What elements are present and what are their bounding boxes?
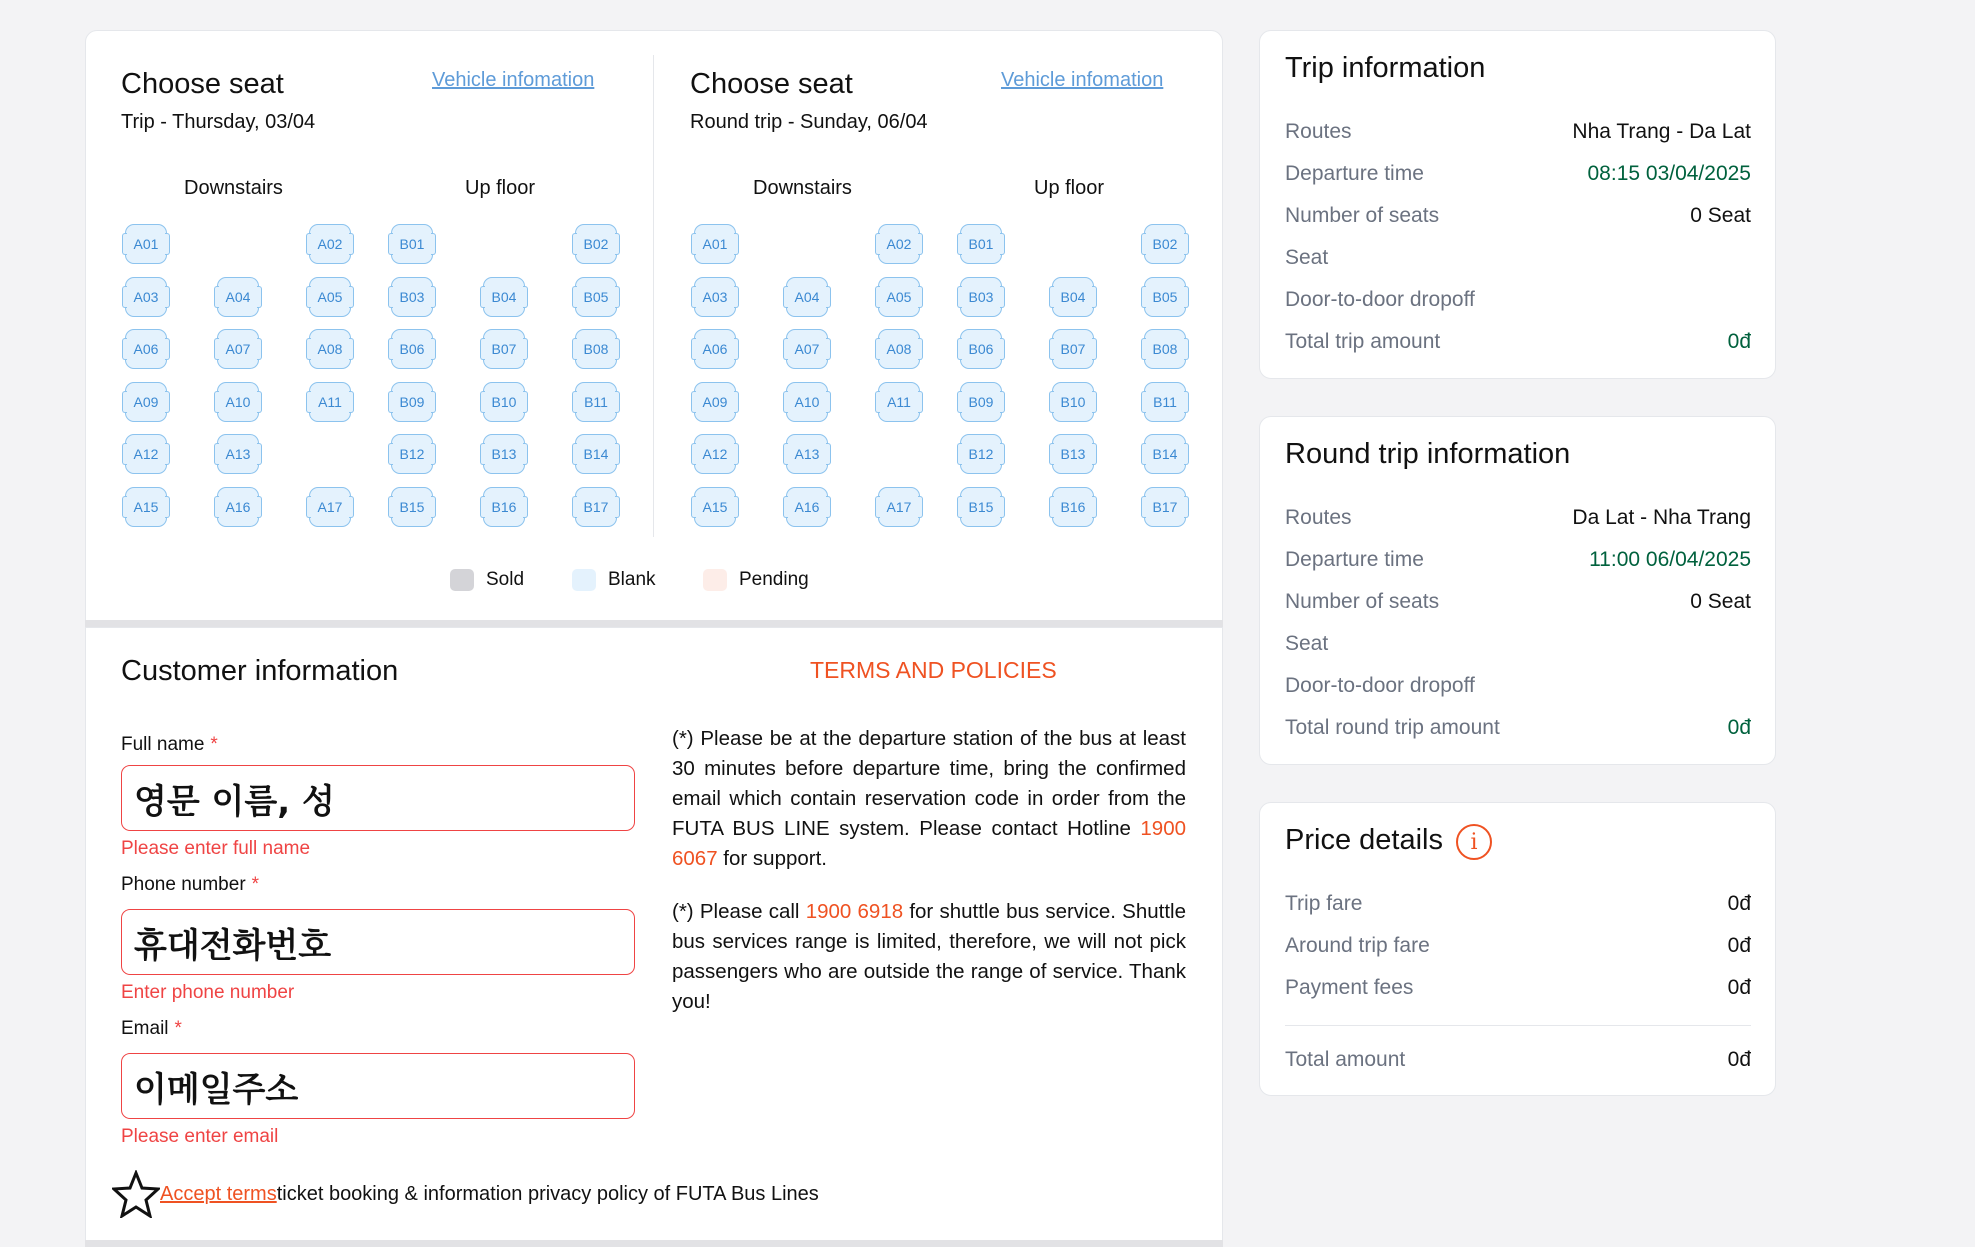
trip-seats-row: Number of seats 0 Seat (1285, 204, 1751, 227)
round-trip-info-card (1259, 416, 1776, 765)
seat-b05[interactable]: B05 (575, 277, 617, 317)
seat-a11[interactable]: A11 (309, 382, 351, 422)
bottom-separator (85, 1240, 1223, 1247)
seat-b07[interactable]: B07 (483, 329, 525, 369)
seat-b15[interactable]: B15 (960, 487, 1002, 527)
seat-b06[interactable]: B06 (391, 329, 433, 369)
round-info-title: Round trip information (1285, 438, 1571, 470)
seat-b09[interactable]: B09 (960, 382, 1002, 422)
seat-a12[interactable]: A12 (125, 434, 167, 474)
seat-b15[interactable]: B15 (391, 487, 433, 527)
return-subtitle: Round trip - Sunday, 06/04 (690, 111, 928, 133)
seat-b17[interactable]: B17 (1144, 487, 1186, 527)
seat-b14[interactable]: B14 (1144, 434, 1186, 474)
shuttle-phone-number: 1900 6918 (805, 900, 904, 923)
seat-b11[interactable]: B11 (1144, 382, 1186, 422)
accept-terms-link[interactable]: Accept terms (160, 1182, 277, 1205)
price-divider (1285, 1025, 1751, 1026)
section-separator (85, 620, 1223, 627)
seat-b17[interactable]: B17 (575, 487, 617, 527)
seat-a08[interactable]: A08 (309, 329, 351, 369)
round-seats-row: Number of seats 0 Seat (1285, 590, 1751, 613)
seat-a03[interactable]: A03 (694, 277, 736, 317)
seat-a13[interactable]: A13 (217, 434, 259, 474)
seat-a02[interactable]: A02 (878, 224, 920, 264)
seat-a15[interactable]: A15 (125, 487, 167, 527)
seat-a13[interactable]: A13 (786, 434, 828, 474)
full-name-input[interactable] (122, 766, 634, 830)
return-title: Choose seat (690, 68, 853, 100)
seat-b16[interactable]: B16 (483, 487, 525, 527)
seat-a12[interactable]: A12 (694, 434, 736, 474)
phone-input[interactable] (122, 910, 634, 974)
email-field[interactable] (121, 1053, 635, 1119)
seat-a11[interactable]: A11 (878, 382, 920, 422)
seat-b04[interactable]: B04 (1052, 277, 1094, 317)
outbound-vehicle-info-link[interactable]: Vehicle infomation (432, 69, 595, 91)
email-input[interactable] (122, 1054, 634, 1118)
legend-sold-label: Sold (486, 569, 525, 590)
phone-label: Phone number * (121, 874, 260, 895)
full-name-label: Full name * (121, 734, 218, 755)
legend-blank-swatch (572, 569, 596, 591)
seat-b14[interactable]: B14 (575, 434, 617, 474)
seat-a06[interactable]: A06 (694, 329, 736, 369)
trip-dropoff-row: Door-to-door dropoff (1285, 288, 1475, 311)
seat-b10[interactable]: B10 (1052, 382, 1094, 422)
seat-a16[interactable]: A16 (217, 487, 259, 527)
phone-field[interactable] (121, 909, 635, 975)
seat-b10[interactable]: B10 (483, 382, 525, 422)
seat-a09[interactable]: A09 (694, 382, 736, 422)
round-fare-row: Around trip fare 0đ (1285, 934, 1751, 957)
price-details-title: Price details (1285, 824, 1443, 856)
seat-a09[interactable]: A09 (125, 382, 167, 422)
seat-a04[interactable]: A04 (786, 277, 828, 317)
trip-total-row: Total trip amount 0đ (1285, 330, 1751, 353)
full-name-field[interactable] (121, 765, 635, 831)
outbound-downstairs-label: Downstairs (184, 177, 283, 199)
seat-b08[interactable]: B08 (575, 329, 617, 369)
seat-b16[interactable]: B16 (1052, 487, 1094, 527)
trip-fare-row: Trip fare 0đ (1285, 892, 1751, 915)
customer-info-title: Customer information (121, 655, 399, 687)
trip-departure-row: Departure time 08:15 03/04/2025 (1285, 162, 1751, 185)
round-seat-row: Seat (1285, 632, 1329, 655)
accept-terms-text: ticket booking & information privacy policy of FUTA Bus Lines (276, 1182, 819, 1205)
seat-b06[interactable]: B06 (960, 329, 1002, 369)
seat-b13[interactable]: B13 (1052, 434, 1094, 474)
seat-b09[interactable]: B09 (391, 382, 433, 422)
outbound-title: Choose seat (121, 68, 284, 100)
star-checkbox-icon[interactable] (112, 1170, 160, 1218)
trip-info-title: Trip information (1285, 52, 1486, 84)
seat-b11[interactable]: B11 (575, 382, 617, 422)
seat-a10[interactable]: A10 (217, 382, 259, 422)
legend-sold-swatch (450, 569, 474, 591)
seat-a10[interactable]: A10 (786, 382, 828, 422)
trip-routes-row: Routes Nha Trang - Da Lat (1285, 120, 1751, 143)
hotline-number: 1900 6067 (672, 817, 1186, 870)
seat-b12[interactable]: B12 (391, 434, 433, 474)
price-details-card (1259, 802, 1776, 1096)
seat-b01[interactable]: B01 (391, 224, 433, 264)
seat-a03[interactable]: A03 (125, 277, 167, 317)
seat-b04[interactable]: B04 (483, 277, 525, 317)
terms-title: TERMS AND POLICIES (810, 657, 1057, 683)
seat-b05[interactable]: B05 (1144, 277, 1186, 317)
policy-paragraph-2: (*) Please call 1900 6918 for shuttle bus service. Shuttle bus services range is limited, therefore, we will not pick passengers who are outside the range of service. Thank you! (672, 900, 1186, 1013)
phone-error: Enter phone number (121, 982, 295, 1003)
trip-seat-row: Seat (1285, 246, 1329, 269)
seat-a01[interactable]: A01 (125, 224, 167, 264)
accept-terms-row (112, 1170, 819, 1218)
return-vehicle-info-link[interactable]: Vehicle infomation (1001, 69, 1164, 91)
seat-b07[interactable]: B07 (1052, 329, 1094, 369)
seat-b03[interactable]: B03 (960, 277, 1002, 317)
round-routes-row: Routes Da Lat - Nha Trang (1285, 506, 1751, 529)
seat-a04[interactable]: A04 (217, 277, 259, 317)
seat-b12[interactable]: B12 (960, 434, 1002, 474)
seat-a07[interactable]: A07 (217, 329, 259, 369)
policy-paragraph-1: (*) Please be at the departure station of the bus at least 30 minutes before departure time, bring the confirmed email which contain reservation code in order from the FUTA BUS LINE system. Please contact Hotline 1900 6067 for support. (672, 727, 1186, 870)
email-label: Email * (121, 1018, 182, 1039)
seat-a06[interactable]: A06 (125, 329, 167, 369)
round-departure-row: Departure time 11:00 06/04/2025 (1285, 548, 1751, 571)
outbound-upfloor-label: Up floor (465, 177, 536, 199)
payment-fees-row: Payment fees 0đ (1285, 976, 1751, 999)
return-upfloor-label: Up floor (1034, 177, 1105, 199)
email-error: Please enter email (121, 1126, 279, 1147)
legend-pending-label: Pending (739, 569, 809, 590)
seat-a17[interactable]: A17 (878, 487, 920, 527)
legend-pending-swatch (703, 569, 727, 591)
seat-b01[interactable]: B01 (960, 224, 1002, 264)
seat-a05[interactable]: A05 (878, 277, 920, 317)
seat-b13[interactable]: B13 (483, 434, 525, 474)
info-icon[interactable]: i (1456, 824, 1492, 860)
round-total-row: Total round trip amount 0đ (1285, 716, 1751, 739)
seat-a15[interactable]: A15 (694, 487, 736, 527)
full-name-error: Please enter full name (121, 838, 311, 859)
round-dropoff-row: Door-to-door dropoff (1285, 674, 1475, 697)
panel-divider (653, 55, 654, 537)
seat-a01[interactable]: A01 (694, 224, 736, 264)
seat-b02[interactable]: B02 (1144, 224, 1186, 264)
trip-info-card (1259, 30, 1776, 379)
seat-a02[interactable]: A02 (309, 224, 351, 264)
seat-b08[interactable]: B08 (1144, 329, 1186, 369)
seat-a17[interactable]: A17 (309, 487, 351, 527)
outbound-subtitle: Trip - Thursday, 03/04 (121, 111, 316, 133)
seat-a07[interactable]: A07 (786, 329, 828, 369)
seat-b02[interactable]: B02 (575, 224, 617, 264)
total-amount-row: Total amount 0đ (1285, 1048, 1751, 1071)
seat-b03[interactable]: B03 (391, 277, 433, 317)
seat-a16[interactable]: A16 (786, 487, 828, 527)
seat-a05[interactable]: A05 (309, 277, 351, 317)
legend-blank-label: Blank (608, 569, 656, 590)
return-downstairs-label: Downstairs (753, 177, 852, 199)
seat-a08[interactable]: A08 (878, 329, 920, 369)
